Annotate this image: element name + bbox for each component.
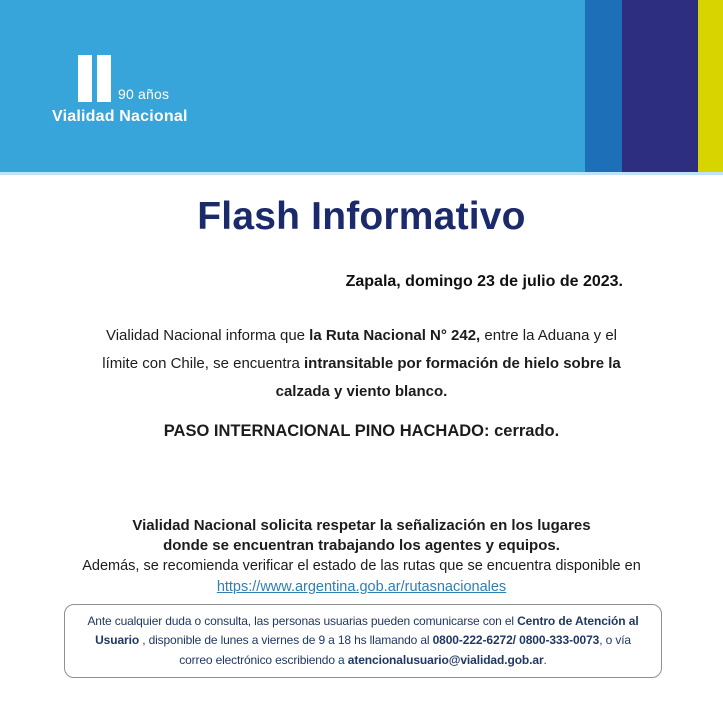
pass-status-line: PASO INTERNACIONAL PINO HACHADO: cerrado. xyxy=(163,422,560,440)
contact-text-2: , disponible de lunes a viernes de 9 a 18 hs llamando al xyxy=(139,633,433,648)
announcement-line-1: Vialidad Nacional informa que la Ruta Nacional N° 242, entre la Aduana y el xyxy=(105,327,617,344)
contact-email: atencionalusuario@vialidad.gob.ar xyxy=(347,652,544,667)
safety-notice xyxy=(0,516,723,555)
page-title: Flash Informativo xyxy=(197,195,526,238)
header-stripe-blue xyxy=(585,0,622,172)
logo-bar-left xyxy=(78,55,92,102)
contact-text-3: , o vía correo electrónico escribiendo a xyxy=(179,633,631,667)
header-stripe-yellow xyxy=(698,0,723,172)
routes-link-row xyxy=(0,577,723,598)
contact-box xyxy=(64,604,662,678)
vialidad-nacional-logo xyxy=(52,55,188,126)
logo-brand-name: Vialidad Nacional xyxy=(52,108,188,125)
contact-text-4: . xyxy=(543,652,547,667)
announcement-line-2: límite con Chile, se encuentra intransitable por formación de hielo sobre la xyxy=(102,355,621,372)
contact-phone-numbers: 0800-222-6272/ 0800-333-0073 xyxy=(432,633,600,648)
safety-notice-line-2: donde se encuentran trabajando los agentes y equipos. xyxy=(163,536,560,554)
contact-center-name: Centro de Atención al Usuario xyxy=(95,614,639,648)
routes-link[interactable]: https://www.argentina.gob.ar/rutasnacionales xyxy=(216,579,507,595)
logo-bar-right xyxy=(97,55,111,102)
dateline: Zapala, domingo 23 de julio de 2023. xyxy=(345,273,623,290)
header-stripe-navy xyxy=(622,0,698,172)
header-cyan-band xyxy=(0,0,585,172)
header-banner xyxy=(0,0,723,175)
announcement-line-3: calzada y viento blanco. xyxy=(275,383,448,400)
logo-anniversary-label: 90 años xyxy=(118,86,170,102)
logo-bars-icon xyxy=(78,55,188,102)
announcement-paragraph xyxy=(0,322,723,406)
routes-info-line: Además, se recomienda verificar el estado de las rutas que se encuentra disponible en xyxy=(82,558,641,574)
safety-notice-line-1: Vialidad Nacional solicita respetar la señalización en los lugares xyxy=(132,517,591,534)
contact-text-1: Ante cualquier duda o consulta, las personas usuarias pueden comunicarse con el xyxy=(87,614,518,628)
